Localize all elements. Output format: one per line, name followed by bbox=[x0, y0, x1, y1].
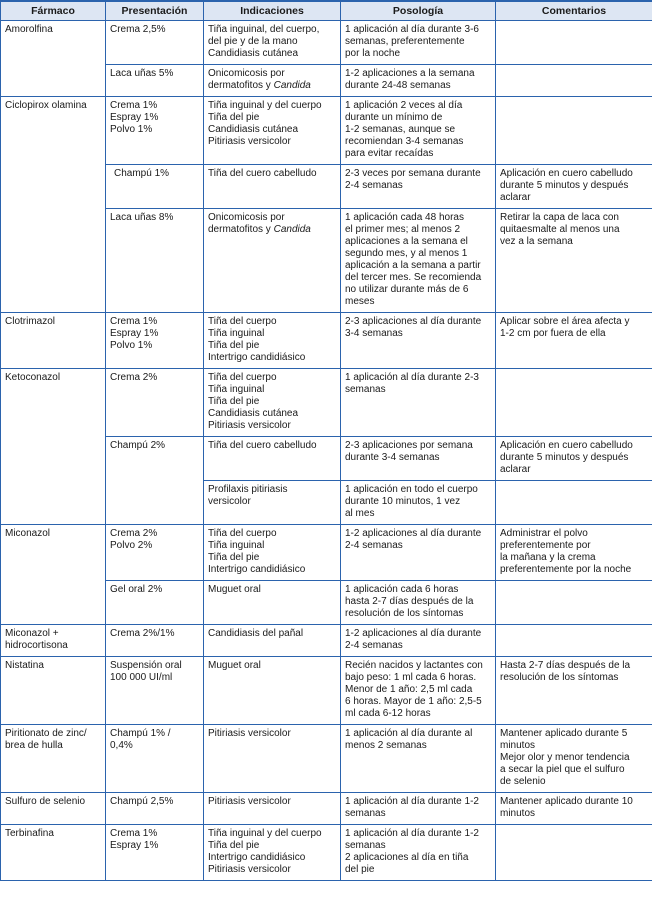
presentation-cell: Crema 1% Espray 1% bbox=[106, 825, 204, 881]
indications-cell: Pitiriasis versicolor bbox=[204, 793, 341, 825]
comments-cell bbox=[496, 65, 652, 97]
presentation-cell: Crema 2% Polvo 2% bbox=[106, 525, 204, 581]
table-row bbox=[1, 625, 652, 657]
indications-cell: Tiña inguinal y del cuerpo Tiña del pie Intertrigo candidiásico Pitiriasis versicolor bbox=[204, 825, 341, 881]
table-row bbox=[1, 97, 652, 165]
dosage-cell: 1-2 aplicaciones al día durante 2-4 semanas bbox=[341, 525, 496, 581]
table-row bbox=[1, 525, 652, 581]
presentation-cell: Suspensión oral 100 000 UI/ml bbox=[106, 657, 204, 725]
indications-cell: Tiña inguinal, del cuerpo, del pie y de la mano Candidiasis cutánea bbox=[204, 21, 341, 65]
header-presentacion: Presentación bbox=[106, 1, 204, 21]
drug-name-cell: Clotrimazol bbox=[1, 313, 106, 369]
candida-italic: Candida bbox=[273, 224, 311, 235]
drug-name-cell: Piritionato de zinc/ brea de hulla bbox=[1, 725, 106, 793]
dosage-cell: 1 aplicación 2 veces al día durante un mínimo de 1-2 semanas, aunque se recomiendan 3-4 semanas para evitar recaídas bbox=[341, 97, 496, 165]
dosage-cell: 1-2 aplicaciones a la semana durante 24-48 semanas bbox=[341, 65, 496, 97]
table-row bbox=[1, 313, 652, 369]
indications-cell: Tiña inguinal y del cuerpo Tiña del pie Candidiasis cutánea Pitiriasis versicolor bbox=[204, 97, 341, 165]
dosage-cell: 2-3 aplicaciones por semana durante 3-4 semanas bbox=[341, 437, 496, 481]
comments-cell bbox=[496, 825, 652, 881]
indications-cell: Tiña del cuerpo Tiña inguinal Tiña del pie Intertrigo candidiásico bbox=[204, 525, 341, 581]
presentation-cell: Crema 1% Espray 1% Polvo 1% bbox=[106, 313, 204, 369]
header-comentarios: Comentarios bbox=[496, 1, 652, 21]
dosage-cell: 1 aplicación al día durante 2-3 semanas bbox=[341, 369, 496, 437]
comments-cell: Hasta 2-7 días después de la resolución de los síntomas bbox=[496, 657, 652, 725]
table-row bbox=[1, 725, 652, 793]
comments-cell: Mantener aplicado durante 10 minutos bbox=[496, 793, 652, 825]
presentation-cell: Crema 2,5% bbox=[106, 21, 204, 65]
drug-name-cell: Ketoconazol bbox=[1, 369, 106, 525]
dosage-cell: 2-3 veces por semana durante 2-4 semanas bbox=[341, 165, 496, 209]
presentation-cell: Crema 2% bbox=[106, 369, 204, 437]
drug-name-cell: Terbinafina bbox=[1, 825, 106, 881]
indications-cell: Onicomicosis por dermatofitos y Candida bbox=[204, 65, 341, 97]
indications-cell: Muguet oral bbox=[204, 581, 341, 625]
comments-cell bbox=[496, 581, 652, 625]
table-row bbox=[1, 793, 652, 825]
presentation-cell: Gel oral 2% bbox=[106, 581, 204, 625]
comments-cell bbox=[496, 21, 652, 65]
header-posologia: Posología bbox=[341, 1, 496, 21]
presentation-cell: Laca uñas 8% bbox=[106, 209, 204, 313]
header-farmaco: Fármaco bbox=[1, 1, 106, 21]
drug-name-cell: Ciclopirox olamina bbox=[1, 97, 106, 313]
header-row bbox=[1, 1, 652, 21]
presentation-cell: Champú 2% bbox=[106, 437, 204, 525]
comments-cell bbox=[496, 481, 652, 525]
presentation-cell: Champú 1% bbox=[106, 165, 204, 209]
presentation-cell: Crema 2%/1% bbox=[106, 625, 204, 657]
indications-cell: Muguet oral bbox=[204, 657, 341, 725]
comments-cell: Mantener aplicado durante 5 minutos Mejor olor y menor tendencia a secar la piel que el sulfuro de selenio bbox=[496, 725, 652, 793]
presentation-cell: Crema 1% Espray 1% Polvo 1% bbox=[106, 97, 204, 165]
dosage-cell: 1 aplicación en todo el cuerpo durante 10 minutos, 1 vez al mes bbox=[341, 481, 496, 525]
comments-cell bbox=[496, 625, 652, 657]
dosage-cell: 1 aplicación al día durante 1-2 semanas bbox=[341, 793, 496, 825]
indications-cell: Tiña del cuerpo Tiña inguinal Tiña del pie Intertrigo candidiásico bbox=[204, 313, 341, 369]
comments-cell: Aplicación en cuero cabelludo durante 5 minutos y después aclarar bbox=[496, 165, 652, 209]
table-row bbox=[1, 657, 652, 725]
indications-cell: Tiña del cuero cabelludo bbox=[204, 437, 341, 481]
comments-cell: Aplicación en cuero cabelludo durante 5 minutos y después aclarar bbox=[496, 437, 652, 481]
comments-cell bbox=[496, 97, 652, 165]
table-row bbox=[1, 825, 652, 881]
dosage-cell: 1 aplicación al día durante al menos 2 semanas bbox=[341, 725, 496, 793]
drug-name-cell: Nistatina bbox=[1, 657, 106, 725]
dosage-cell: 1 aplicación cada 48 horas el primer mes; al menos 2 aplicaciones a la semana el segundo mes, y al menos 1 aplicación a la semana a partir del tercer mes. Se recomienda no utilizar durante más de 6 meses bbox=[341, 209, 496, 313]
comments-cell: Administrar el polvo preferentemente por la mañana y la crema preferentemente por la noche bbox=[496, 525, 652, 581]
dosage-cell: Recién nacidos y lactantes con bajo peso: 1 ml cada 6 horas. Menor de 1 año: 2,5 ml cada 6 horas. Mayor de 1 año: 2,5-5 ml cada 6-12 horas bbox=[341, 657, 496, 725]
dosage-cell: 2-3 aplicaciones al día durante 3-4 semanas bbox=[341, 313, 496, 369]
dosage-cell: 1 aplicación cada 6 horas hasta 2-7 días después de la resolución de los síntomas bbox=[341, 581, 496, 625]
dosage-cell: 1-2 aplicaciones al día durante 2-4 semanas bbox=[341, 625, 496, 657]
indications-cell: Tiña del cuerpo Tiña inguinal Tiña del pie Candidiasis cutánea Pitiriasis versicolor bbox=[204, 369, 341, 437]
presentation-cell: Champú 2,5% bbox=[106, 793, 204, 825]
comments-cell bbox=[496, 369, 652, 437]
header-indicaciones: Indicaciones bbox=[204, 1, 341, 21]
presentation-cell: Laca uñas 5% bbox=[106, 65, 204, 97]
drug-name-cell: Amorolfina bbox=[1, 21, 106, 97]
drug-name-cell: Miconazol + hidrocortisona bbox=[1, 625, 106, 657]
candida-italic: Candida bbox=[273, 80, 311, 91]
dosage-cell: 1 aplicación al día durante 3-6 semanas, preferentemente por la noche bbox=[341, 21, 496, 65]
indications-cell: Candidiasis del pañal bbox=[204, 625, 341, 657]
drug-name-cell: Sulfuro de selenio bbox=[1, 793, 106, 825]
dosage-cell: 1 aplicación al día durante 1-2 semanas 2 aplicaciones al día en tiña del pie bbox=[341, 825, 496, 881]
comments-cell: Aplicar sobre el área afecta y 1-2 cm por fuera de ella bbox=[496, 313, 652, 369]
indications-cell: Profilaxis pitiriasis versicolor bbox=[204, 481, 341, 525]
drug-name-cell: Miconazol bbox=[1, 525, 106, 625]
indications-cell: Onicomicosis por dermatofitos y Candida bbox=[204, 209, 341, 313]
table-row bbox=[1, 21, 652, 65]
comments-cell: Retirar la capa de laca con quitaesmalte al menos una vez a la semana bbox=[496, 209, 652, 313]
table-row bbox=[1, 369, 652, 437]
table-body bbox=[1, 21, 652, 881]
indications-cell: Pitiriasis versicolor bbox=[204, 725, 341, 793]
presentation-cell: Champú 1% / 0,4% bbox=[106, 725, 204, 793]
indications-cell: Tiña del cuero cabelludo bbox=[204, 165, 341, 209]
